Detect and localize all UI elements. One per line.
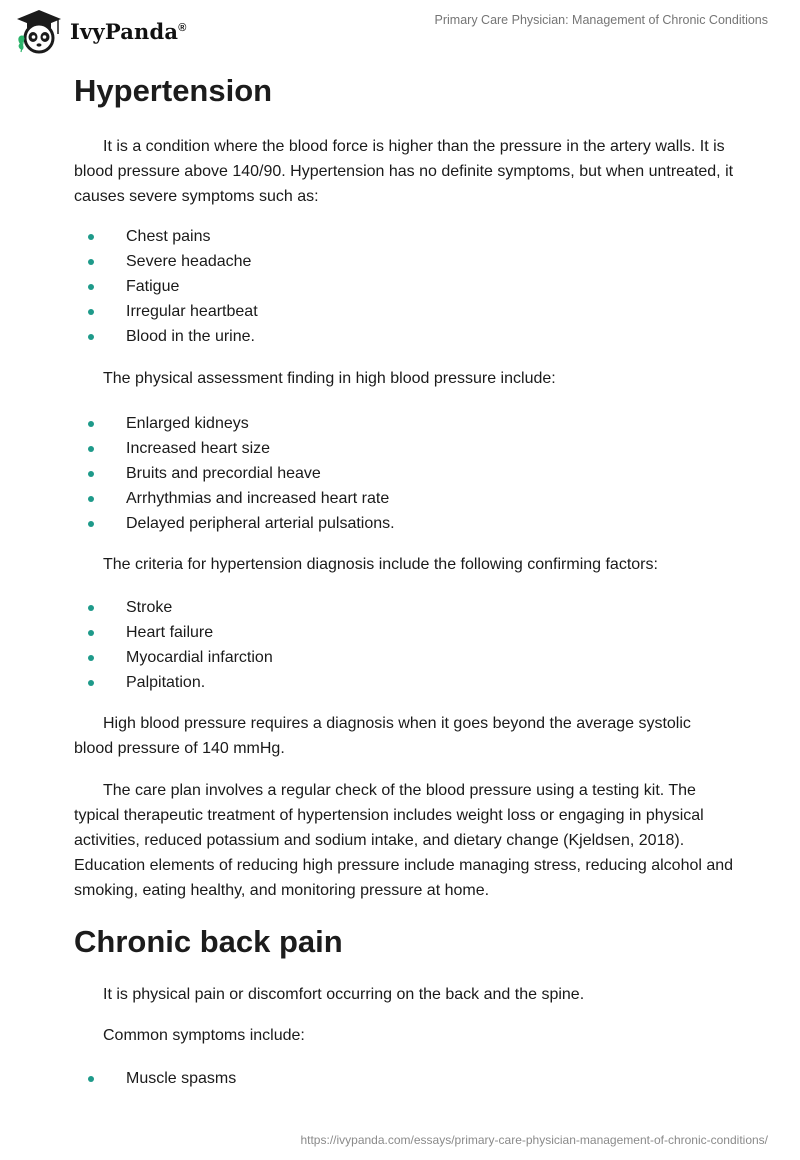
list-item: Irregular heartbeat: [74, 299, 734, 324]
list-item: Chest pains: [74, 224, 734, 249]
section-heading-hypertension: Hypertension: [74, 73, 273, 108]
list-item: Heart failure: [74, 620, 734, 645]
bullet-icon: [88, 655, 94, 661]
bullet-icon: [88, 421, 94, 427]
bullet-icon: [88, 630, 94, 636]
list-item: Stroke: [74, 595, 734, 620]
bullet-icon: [88, 234, 94, 240]
list-item: Muscle spasms: [74, 1066, 734, 1091]
diagnosis-paragraph: High blood pressure requires a diagnosis when it goes beyond the average systolic blood pressure of 140 mmHg.: [74, 715, 691, 757]
list-item: Arrhythmias and increased heart rate: [74, 486, 734, 511]
bullet-icon: [88, 605, 94, 611]
back-pain-symptoms-intro: Common symptoms include:: [103, 1027, 305, 1044]
assessment-intro: The physical assessment finding in high blood pressure include:: [103, 370, 556, 387]
assessment-list: [74, 411, 734, 536]
criteria-list: [74, 595, 734, 695]
article-body: [74, 70, 734, 1091]
list-item: Increased heart size: [74, 436, 734, 461]
page-header: [0, 0, 800, 60]
back-pain-intro: It is physical pain or discomfort occurring on the back and the spine.: [103, 986, 585, 1003]
hypertension-symptoms-list: [74, 224, 734, 349]
bullet-icon: [88, 259, 94, 265]
list-item: Myocardial infarction: [74, 645, 734, 670]
bullet-icon: [88, 309, 94, 315]
bullet-icon: [88, 334, 94, 340]
list-item: Delayed peripheral arterial pulsations.: [74, 511, 734, 536]
bullet-icon: [88, 680, 94, 686]
list-item: Bruits and precordial heave: [74, 461, 734, 486]
section-heading-chronic-back-pain: Chronic back pain: [74, 924, 343, 959]
bullet-icon: [88, 471, 94, 477]
back-pain-symptoms-list: [74, 1066, 734, 1091]
logo-wordmark: IvyPanda®: [70, 18, 187, 44]
criteria-intro: The criteria for hypertension diagnosis include the following confirming factors:: [103, 556, 658, 573]
panda-graduate-icon: [14, 8, 64, 54]
care-plan-paragraph: The care plan involves a regular check of the blood pressure using a testing kit. The typical therapeutic treatment of hypertension includes weight loss or engaging in physical activities, reduced potassium and sodium intake, and dietary change (Kjeldsen, 2018). Education elements of reducing high pressure include managing stress, reducing alcohol and smoking, eating healthy, and monitoring pressure at home.: [74, 782, 734, 899]
bullet-icon: [88, 446, 94, 452]
bullet-icon: [88, 496, 94, 502]
list-item: Palpitation.: [74, 670, 734, 695]
bullet-icon: [88, 521, 94, 527]
hypertension-intro: It is a condition where the blood force is higher than the pressure in the artery walls. It is blood pressure above 140/90. Hypertension has no definite symptoms, but when untreated, it causes severe symptoms such as:: [74, 138, 734, 205]
list-item: Fatigue: [74, 274, 734, 299]
document-title: Primary Care Physician: Management of Chronic Conditions: [434, 13, 768, 27]
list-item: Enlarged kidneys: [74, 411, 734, 436]
list-item: Severe headache: [74, 249, 734, 274]
list-item: Blood in the urine.: [74, 324, 734, 349]
ivypanda-logo[interactable]: [14, 8, 187, 54]
bullet-icon: [88, 284, 94, 290]
source-url[interactable]: https://ivypanda.com/essays/primary-care-physician-management-of-chronic-conditions/: [300, 1133, 768, 1147]
bullet-icon: [88, 1076, 94, 1082]
